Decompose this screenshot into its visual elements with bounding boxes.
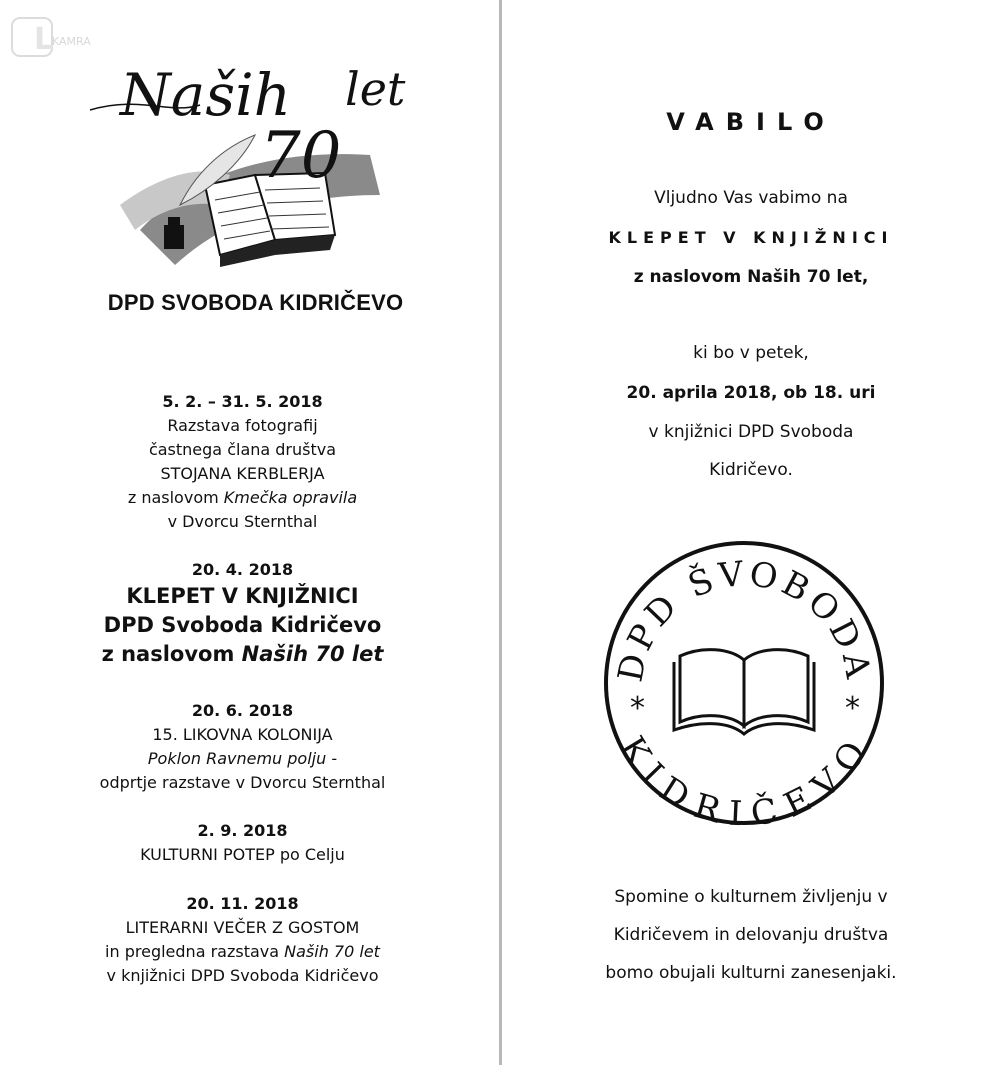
event-date: 20. 11. 2018 [186, 894, 299, 913]
logo-word-let: let [345, 62, 406, 116]
footer-line: Spomine o kulturnem življenju v [614, 887, 888, 907]
event-date: 20. 4. 2018 [191, 560, 294, 579]
footer-line: Kidričevem in delovanju društva [613, 925, 889, 945]
event-italic-title: Naših 70 let [284, 942, 380, 961]
event-date: 5. 2. – 31. 5. 2018 [162, 392, 323, 411]
invitation-heading: VABILO [666, 108, 836, 136]
event-1 [0, 390, 499, 534]
event-line: v Dvorcu Sternthal [167, 512, 318, 531]
event-2 [0, 558, 499, 669]
stamp-top-text: DPD ŠVOBODA [610, 553, 879, 686]
event-line: odprtje razstave v Dvorcu Sternthal [99, 773, 386, 792]
event-date: 20. 6. 2018 [191, 701, 294, 720]
event-line: 15. LIKOVNA KOLONIJA [152, 725, 333, 744]
event-line [0, 486, 499, 510]
stamp-star-right: * [845, 691, 860, 726]
event-text: in pregledna razstava [105, 942, 285, 961]
svg-text:KIDRIČEVO [611, 730, 877, 828]
event-5 [0, 892, 499, 988]
event-line: častnega člana društva [148, 440, 337, 459]
event-3 [0, 699, 499, 795]
event-line [0, 640, 499, 669]
stamp-star-left: * [630, 691, 645, 726]
left-panel [0, 0, 499, 1065]
event-line: KLEPET V KNJIŽNICI [126, 584, 359, 608]
event-line: v knjižnici DPD Svoboda Kidričevo [106, 966, 379, 985]
event-date: 2. 9. 2018 [197, 821, 288, 840]
event-text: z naslovom [101, 642, 242, 666]
org-title: DPD SVOBODA KIDRIČEVO [107, 290, 404, 315]
event-4 [0, 819, 499, 867]
invitation-event-name: KLEPET V KNJIŽNICI [608, 228, 894, 247]
event-line [0, 747, 499, 771]
invitation-footer [502, 878, 1000, 992]
logo-number: 70 [260, 119, 342, 193]
footer-line: bomo obujali kulturni zanesenjaki. [605, 963, 897, 983]
event-italic-title: Naših 70 let [241, 642, 384, 666]
invitation-line: Vljudno Vas vabimo na [654, 188, 848, 208]
event-line: STOJANA KERBLERJA [160, 464, 325, 483]
event-line: LITERARNI VEČER Z GOSTOM [125, 918, 360, 937]
right-panel [502, 0, 1000, 1065]
invitation-date: 20. aprila 2018, ob 18. uri [626, 383, 876, 403]
invitation-line: z naslovom Naših 70 let, [633, 267, 869, 287]
anniversary-logo [80, 55, 430, 285]
stamp-book-icon [674, 650, 814, 734]
event-italic-title: Poklon Ravnemu polju [147, 749, 327, 768]
svg-text:L: L [34, 22, 54, 57]
event-line: KULTURNI POTEP po Celju [140, 845, 345, 864]
event-text: - [326, 749, 338, 768]
logo-word-nasih: Naših [120, 61, 291, 129]
event-line: DPD Svoboda Kidričevo [103, 613, 382, 637]
event-line: Razstava fotografij [167, 416, 318, 435]
event-italic-title: Kmečka opravila [223, 488, 358, 507]
society-stamp [602, 538, 887, 828]
event-line [0, 940, 499, 964]
invitation-line: v knjižnici DPD Svoboda [648, 422, 854, 442]
event-text: z naslovom [127, 488, 224, 507]
invitation-line: ki bo v petek, [693, 343, 809, 363]
watermark-text: KAMRA [52, 35, 91, 48]
invitation-line: Kidričevo. [709, 460, 793, 480]
stamp-bottom-text: KIDRIČEVO [611, 729, 878, 828]
